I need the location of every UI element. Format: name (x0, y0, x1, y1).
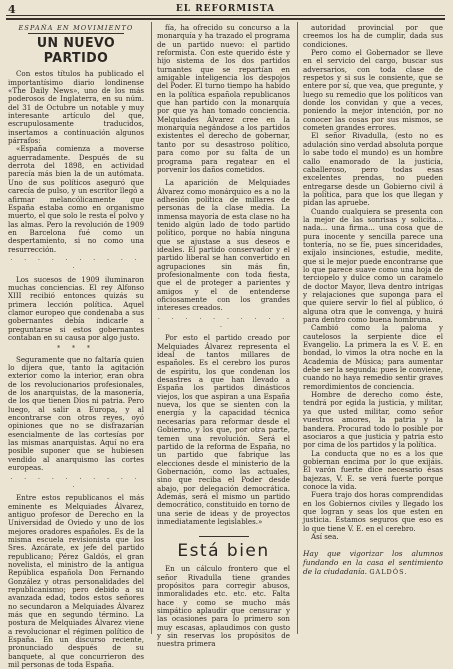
paragraph: Así sea. (311, 531, 339, 541)
paragraph: Pero como el Gobernador se lleve en el servicio del cargo, buscar sus adversarios, con toda clase de respetos y si sus le consiente, que se entere por sí, que vea, que pregunte, y luego su remedio que los políticos van donde los convidan y que a veces, poniendo la mejor intención, por no conocer las cosas por sus mismos, se cometen grandes errores. (303, 48, 443, 133)
paragraph: Por esto el partido creado por Melquiades Álvarez representa el ideal de tantos millares de españoles. Es el cerebro los puros de espíritu, los que condenan los desastres a que han llevado a España los partidos dinásticos viejos, los que aspiran a una España nueva, los que se sienten con la energía y la capacidad técnica necesarias para reformar desde el Gobierno, y los que, por otra parte, temen una revolución. Será el partido de la reforma de España, no un partido que fabrique las elecciones desde el ministerio de la Gobernación, como las actuales, sino que reciba el Poder desde abajo, por delegación democrática. Además, será el mismo un partido democrático, constituido en torno de una serie de ideas y de proyectos inmediatamente legislables.» (157, 333, 290, 526)
paragraph: Cuando cualquiera se presenta con la mejor de las sonrisas y solicita... nada... una firma... una cosa que de pura inocente y sencilla parece una tontería, no se fíe, pues sinceridades, exíjalo insinciones, estudie, medite, que si le mejor puede encontrarse que lo que parece suave como una hoja de terciopelo y dulce como un caramelo de doctor Mayor, lleva dentro intrigas y relajaciones que suponga para el que quiere servir lo fiel al público, ó alguna otra que le convenga, y huirá para dentro como buena hombruna. (303, 206, 443, 325)
paragraph: Fuera trajo dos horas comprendidas en los Gobiernos civiles y llegado los que logran y seas los que esten en justicia. Estamos seguros que eso es lo que tiene V. E. en el cerebro. (303, 490, 443, 533)
page-number: 4 (8, 3, 16, 16)
column-divider-2 (297, 22, 298, 634)
paragraph: Seguramente que no faltaría quien lo dijera que, tanto la agitación exterior como la interior, eran obra de los revolucionarios profesionales, de los anarquistas, de la masonería, de los que tienen Dios ni patria. Pero luego, al salir a Europa, y al encontrarse con otros reyes, oyó opiniones que no se disfrazarían esencialmente de las cortesías por las mismas anarquistas. Aquí no era posible suponer que se hubiesen vendido al anarquismo las cortes europeas. (8, 354, 144, 473)
paragraph: Entre estos republicanos el más eminente es Melquiades Álvarez, antiguo profesor de Derecho en la Universidad de Oviedo y uno de los mejores oradores españoles. Es de la misma escuela revisionista que los Sres. Azcárate, ex jefe del partido republicano; Pérez Galdós, el gran novelista, el ministro de la antigua República española Don Fernando González y otras personalidades del republicanismo; pero debido a su avanzada edad, todos estos señores no secundaron a Melquiades Álvarez más que en segundo término. La postura de Melquiades Álvarez viene a revolucionar el régimen político de España. En un discurso reciente, pronunciado después de su banquete, al que concurrieron des mil personas de toda España. (8, 493, 144, 669)
column-1 (8, 24, 144, 669)
column-divider-1 (151, 22, 152, 634)
paragraph: En un cálculo frontero que el señor Rivadulla tiene grandes propósitos para corregir abusos, inmoralidades etc. etc. etc. Falta hace y como se mucho más simpático aplaudir que censurar y las ocasiones para lo primero son muy escasas, aplaudimos con gusto y sin reservas los propósitos de nuestra primera (157, 564, 290, 649)
paragraph: autoridad provincial por que creemos los ha de cumplir, dada sus condiciones. (303, 23, 443, 49)
header-rule-thin (6, 15, 445, 16)
paragraph: Cambió como la paloma y cautelosos la serpiente dice el Evangelio. La primera la es V. E. en bondad, lo vimos la otra noche en la Academia de Música; para aumentar debe ser la segunda: pues le conviene, cuando no haya remedio sentir graves remordimientos de conciencia. (303, 323, 443, 391)
section-separator: · · · · · · · · · · · (10, 256, 142, 273)
kicker-rule (28, 33, 124, 34)
column-2 (157, 23, 290, 649)
quote-text: Hay que vigorizar los alumnos fundando en la casa el sentimiento de la ciudadanía. (303, 549, 443, 577)
article-headline: UN NUEVO PARTIDO (36, 35, 116, 67)
article-end-rule (199, 536, 249, 537)
column-3 (303, 24, 443, 636)
paragraph: El señor Rivadulla, (esto no es adulación sino verdad absoluta porque lo sabe todo el mundo) es un hombre callo enamorado de la justicia, caballeroso, pero todas esas excelentes prendas, no pueden entregarse desde un Gobierno civil á la política, para que los que llegan y pidan las apruebe. (303, 131, 443, 208)
paragraph: «España comienza a moverse aguerradamente. Después de su derrota del 1898, en actividad parecía más bien la de un autómata. Uno de sus políticos aseguró que carecía de pulso, y un escritor llegó a afirmar melancólicamente que España estaba como en organismo muerto, el que solo le resta el polvo y las almas. Pero la revolución de 1909 en Barcelona fué como un despertamiento, si no como una resurrección. (8, 144, 144, 254)
article-kicker: ESPAÑA EN MOVIMIENTO (18, 24, 134, 32)
quote-signature: GALDÓS. (369, 568, 408, 577)
section-separator: · · · · · · · · · · · (10, 475, 142, 491)
paragraph: Con estos títulos ha publicado el importantísimo diario londinense «The Daily News», uno de los más poderosos de Inglaterra, en su núm. del 31 de Octubre un notable y muy interesante artículo del que, escrupulosamente traducidos, insertamos a continuación algunos párrafos: (8, 69, 144, 146)
newspaper-title: EL REFORMISTA (175, 4, 276, 14)
paragraph: Hombre de derecho como éste, tendrá por egida la justicia, y militar, ya que usted militar, como señor vuestros amores, la patria y la bandera. Procurad todo lo posible por asociaros a que justicia y patria esto por cima de los partidos y la política. (303, 390, 443, 450)
paragraph: La aparición de Melquiades Álvarez como monárquico es a no la adhesión política de millares de personas de la clase media. La inmensa mayoría de esta clase no ha tenido algún lado de todo partido político, porque no había ninguna que se ajustase a sus deseos e ideales. El partido conservador y el partido liberal se han convertido en agrupaciones sin más fin, profesionalmente con toda fiesta, que el de proteger a parientes y amigos y el de entenderse oficiosamente con los grandes intereses creados. (157, 178, 290, 313)
paragraph: fía, ha ofrecido su concurso a la monarquía y ha trazado el programa de un partido nuevo: el partido reformista. Con este querido éste y hijo sistema de los dos partidos turnantes que se repartían en amigable inteligencia los despojos del Poder. El turno tiempo ha habido en la política española republicanos que han partido con la monarquía por que ya han tomado conciencia. Melquiades Álvarez cree en la monarquía negándose a los partidos existentes el derecho de gobernar, tanto por su desastroso político, para como por su falta de un programa para regatear en el porvenir los daños cometidos. (157, 23, 290, 174)
paragraph: La conducta que no es a los que gobiernan encima por lo que exijáis. El varón fuerte dice necesario ésas bajezas, V. E. se verá fuerte porque conoce la vida. (303, 448, 443, 491)
header-rule-thick (6, 18, 445, 20)
closing-quote (303, 549, 443, 577)
section-stars: * * * (57, 345, 95, 353)
section-headline: Está bien (177, 541, 270, 562)
section-separator: · · · · · · · · · · · (157, 315, 290, 332)
paragraph: Los sucesos de 1909 iluminaron muchas conciencias. El rey Alfonso XIII recibió entonces quizás su primera lección política. Aquel clamor europeo que condenaba a sus gobernantes debía indicarle a preguntarse si estos gobernantes contaban en su causa por algo justo. (8, 274, 144, 342)
